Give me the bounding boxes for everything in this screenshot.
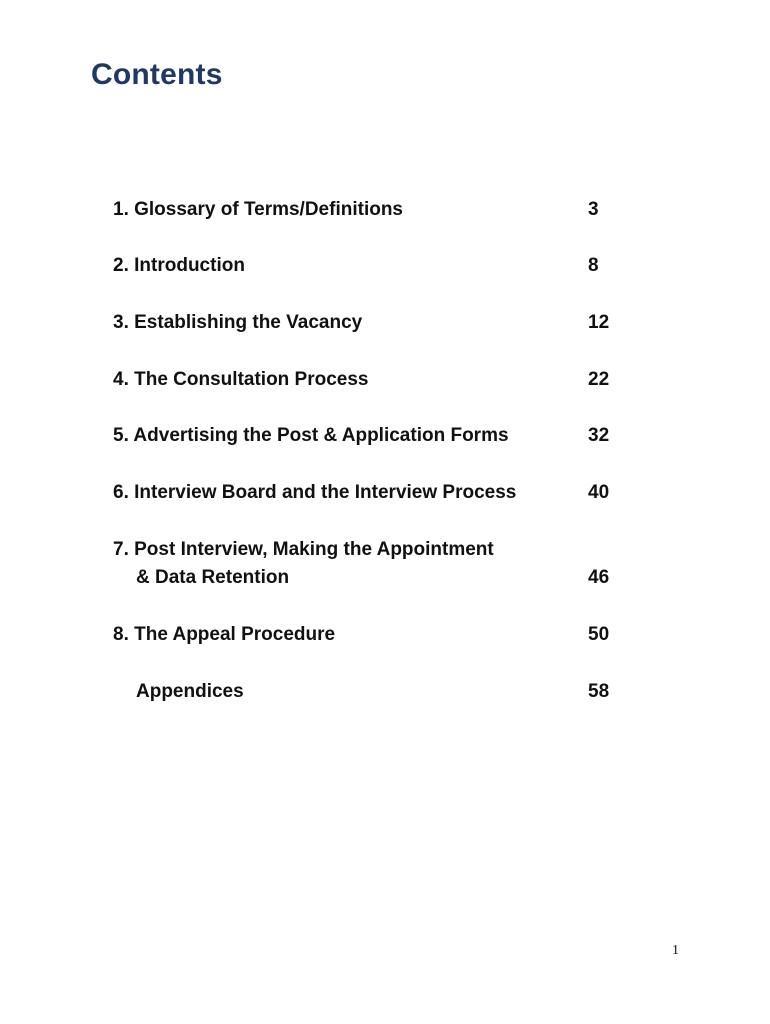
toc-entry-label xyxy=(113,536,494,592)
toc-entry-label: 4. The Consultation Process xyxy=(113,369,369,390)
toc-entry-page: 40 xyxy=(588,482,610,503)
toc-entry-label-line1: 7. Post Interview, Making the Appointment xyxy=(113,539,494,560)
toc-entry-page: 22 xyxy=(588,369,610,390)
toc-entry-page: 58 xyxy=(588,681,610,702)
toc-entry-page: 32 xyxy=(588,425,610,446)
toc-entry-page: 8 xyxy=(588,255,599,276)
toc-entry-label-line2: & Data Retention xyxy=(136,567,290,588)
toc-entry-page: 12 xyxy=(588,312,610,333)
page-number: 1 xyxy=(672,943,679,958)
toc-entry-label: 6. Interview Board and the Interview Process xyxy=(113,482,517,503)
page-title: Contents xyxy=(91,58,223,91)
toc-entry-page: 50 xyxy=(588,624,610,645)
toc-entry-label: 8. The Appeal Procedure xyxy=(113,624,336,645)
toc-entry-page: 46 xyxy=(588,567,610,588)
toc-entry-label: 3. Establishing the Vacancy xyxy=(113,312,363,333)
toc-entry-label: 1. Glossary of Terms/Definitions xyxy=(113,199,404,220)
toc-entry-label: 2. Introduction xyxy=(113,255,245,276)
toc-entry-label: Appendices xyxy=(136,681,244,702)
toc-entry-page: 3 xyxy=(588,199,599,220)
toc-entry-label: 5. Advertising the Post & Application Forms xyxy=(113,425,509,446)
